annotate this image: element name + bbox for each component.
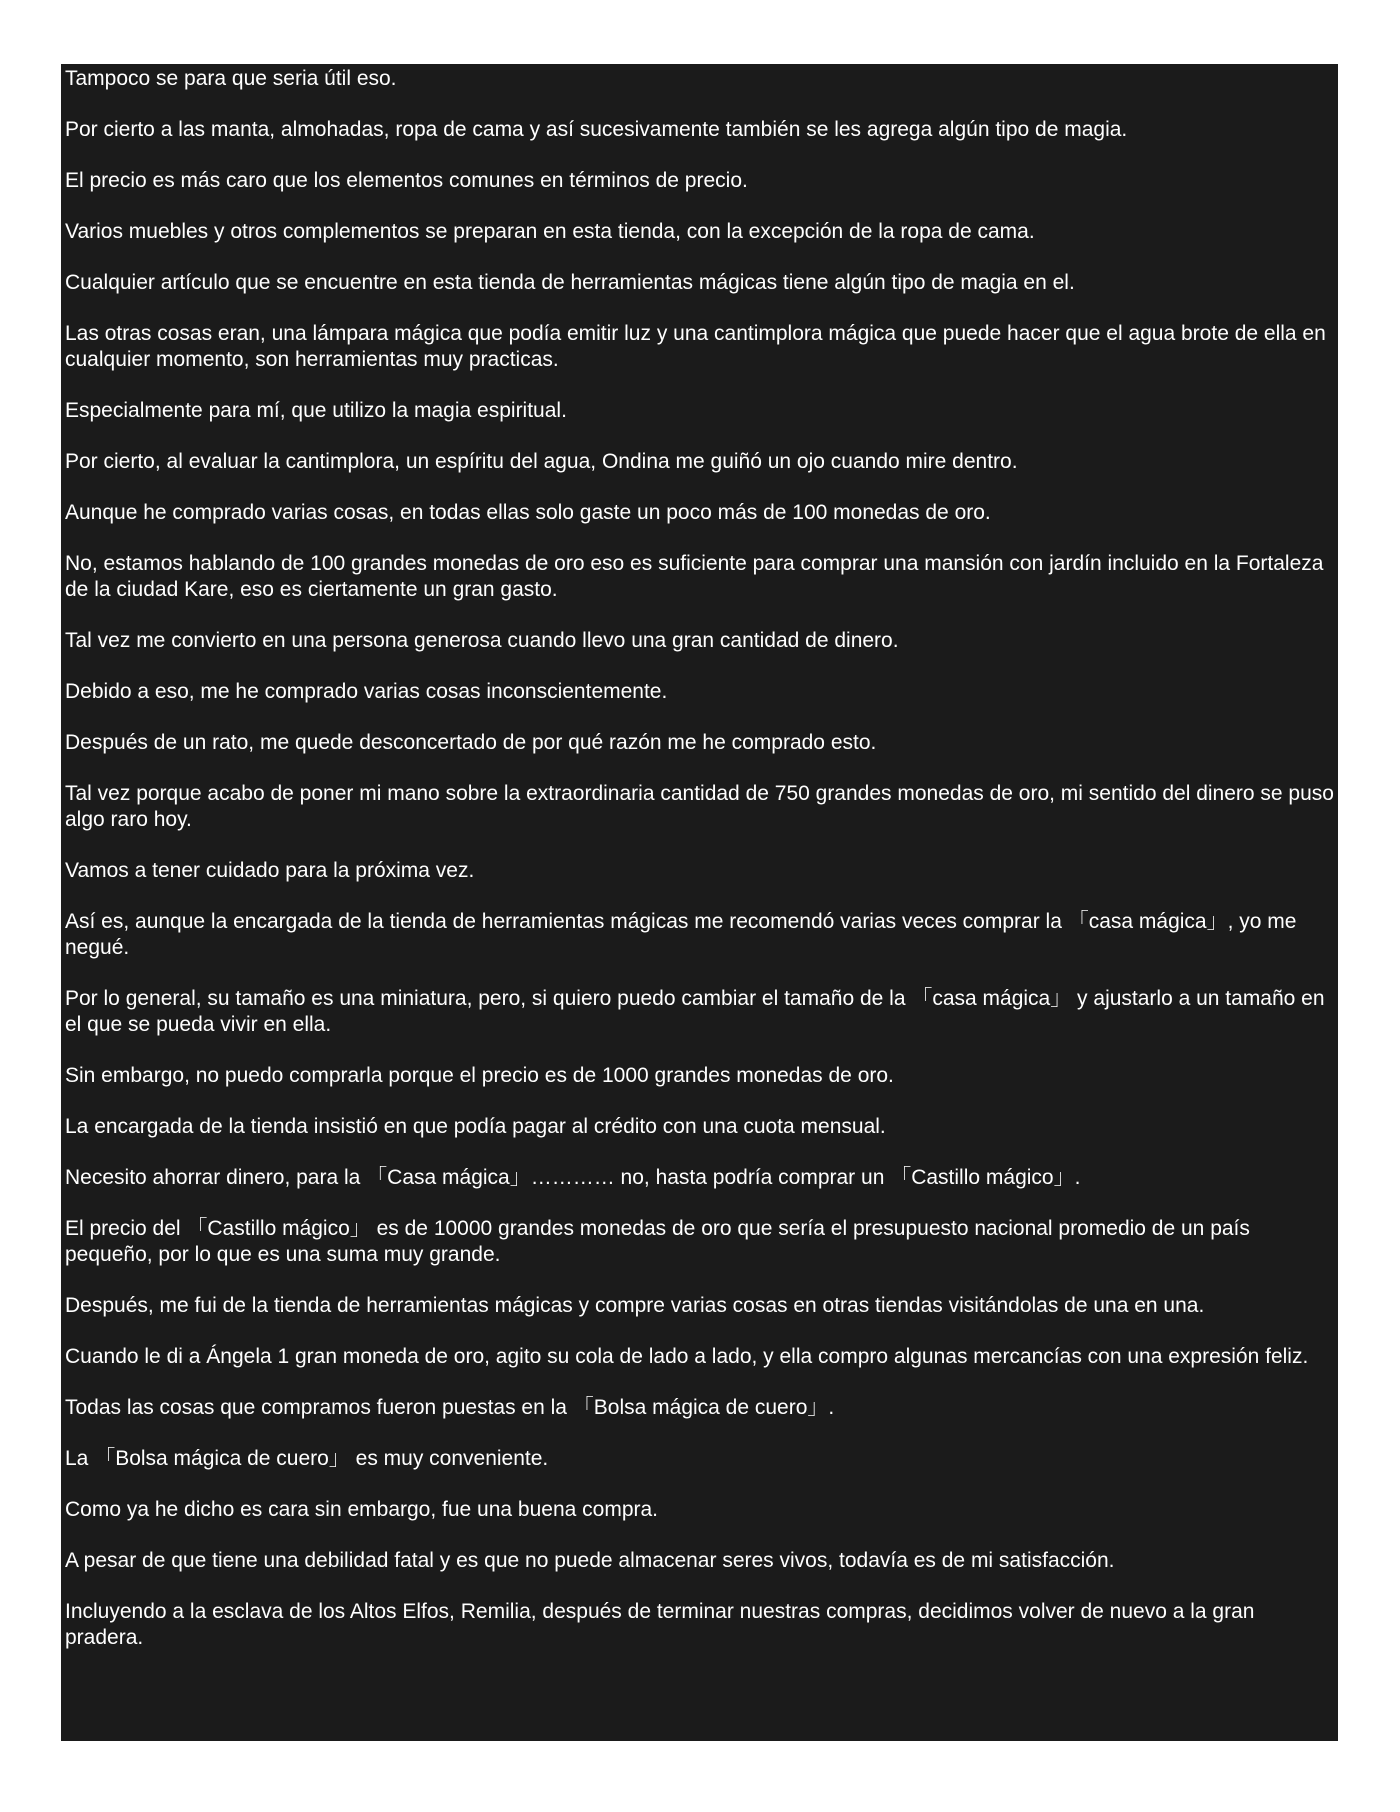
paragraph-24: Todas las cosas que compramos fueron puestas en la 「Bolsa mágica de cuero」. [65, 1396, 835, 1419]
paragraph-10: No, estamos hablando de 100 grandes monedas de oro eso es suficiente para comprar una mansión con jardín incluido en la Fortaleza de la ciudad Kare, eso es ciertamente un gran gasto. [65, 552, 1324, 601]
paragraph-12: Debido a eso, me he comprado varias cosas inconscientemente. [65, 680, 668, 703]
paragraph-27: A pesar de que tiene una debilidad fatal y es que no puede almacenar seres vivos, todavía es de mi satisfacción. [65, 1549, 1115, 1572]
paragraph-4: Varios muebles y otros complementos se preparan en esta tienda, con la excepción de la ropa de cama. [65, 220, 1035, 243]
paragraph-3: El precio es más caro que los elementos comunes en términos de precio. [65, 169, 748, 192]
paragraph-15: Vamos a tener cuidado para la próxima vez. [65, 859, 475, 882]
paragraph-9: Aunque he comprado varias cosas, en todas ellas solo gaste un poco más de 100 monedas de oro. [65, 501, 991, 524]
paragraph-13: Después de un rato, me quede desconcertado de por qué razón me he comprado esto. [65, 731, 877, 754]
paragraph-8: Por cierto, al evaluar la cantimplora, un espíritu del agua, Ondina me guiñó un ojo cuando mire dentro. [65, 450, 1018, 473]
paragraph-7: Especialmente para mí, que utilizo la magia espiritual. [65, 399, 567, 422]
paragraph-21: El precio del 「Castillo mágico」 es de 10000 grandes monedas de oro que sería el presupuesto nacional promedio de un país pequeño, por lo que es una suma muy grande. [65, 1217, 1250, 1266]
paragraph-18: Sin embargo, no puedo comprarla porque el precio es de 1000 grandes monedas de oro. [65, 1064, 894, 1087]
paragraph-25: La 「Bolsa mágica de cuero」 es muy conveniente. [65, 1447, 549, 1470]
paragraph-17: Por lo general, su tamaño es una miniatura, pero, si quiero puedo cambiar el tamaño de la 「casa mágica」 y ajustarlo a un tamaño en el que se pueda vivir en ella. [65, 987, 1325, 1036]
paragraph-23: Cuando le di a Ángela 1 gran moneda de oro, agito su cola de lado a lado, y ella compro algunas mercancías con una expresión feliz. [65, 1345, 1309, 1368]
paragraph-14: Tal vez porque acabo de poner mi mano sobre la extraordinaria cantidad de 750 grandes monedas de oro, mi sentido del dinero se puso algo raro hoy. [65, 782, 1334, 831]
paragraph-19: La encargada de la tienda insistió en que podía pagar al crédito con una cuota mensual. [65, 1115, 886, 1138]
paragraph-22: Después, me fui de la tienda de herramientas mágicas y compre varias cosas en otras tiendas visitándolas de una en una. [65, 1294, 1205, 1317]
paragraph-11: Tal vez me convierto en una persona generosa cuando llevo una gran cantidad de dinero. [65, 629, 899, 652]
paragraph-26: Como ya he dicho es cara sin embargo, fue una buena compra. [65, 1498, 659, 1521]
paragraph-5: Cualquier artículo que se encuentre en esta tienda de herramientas mágicas tiene algún tipo de magia en el. [65, 271, 1075, 294]
paragraph-2: Por cierto a las manta, almohadas, ropa de cama y así sucesivamente también se les agrega algún tipo de magia. [65, 118, 1128, 141]
text-panel [61, 64, 1338, 1741]
paragraph-20: Necesito ahorrar dinero, para la 「Casa mágica」………… no, hasta podría comprar un 「Castillo mágico」. [65, 1166, 1081, 1189]
paragraph-1: Tampoco se para que seria útil eso. [65, 67, 397, 90]
paragraph-16: Así es, aunque la encargada de la tienda de herramientas mágicas me recomendó varias veces comprar la 「casa mágica」, yo me negué. [65, 910, 1297, 959]
paragraph-6: Las otras cosas eran, una lámpara mágica que podía emitir luz y una cantimplora mágica que puede hacer que el agua brote de ella en cualquier momento, son herramientas muy practicas. [65, 322, 1326, 371]
paragraph-28: Incluyendo a la esclava de los Altos Elfos, Remilia, después de terminar nuestras compras, decidimos volver de nuevo a la gran pradera. [65, 1600, 1255, 1649]
